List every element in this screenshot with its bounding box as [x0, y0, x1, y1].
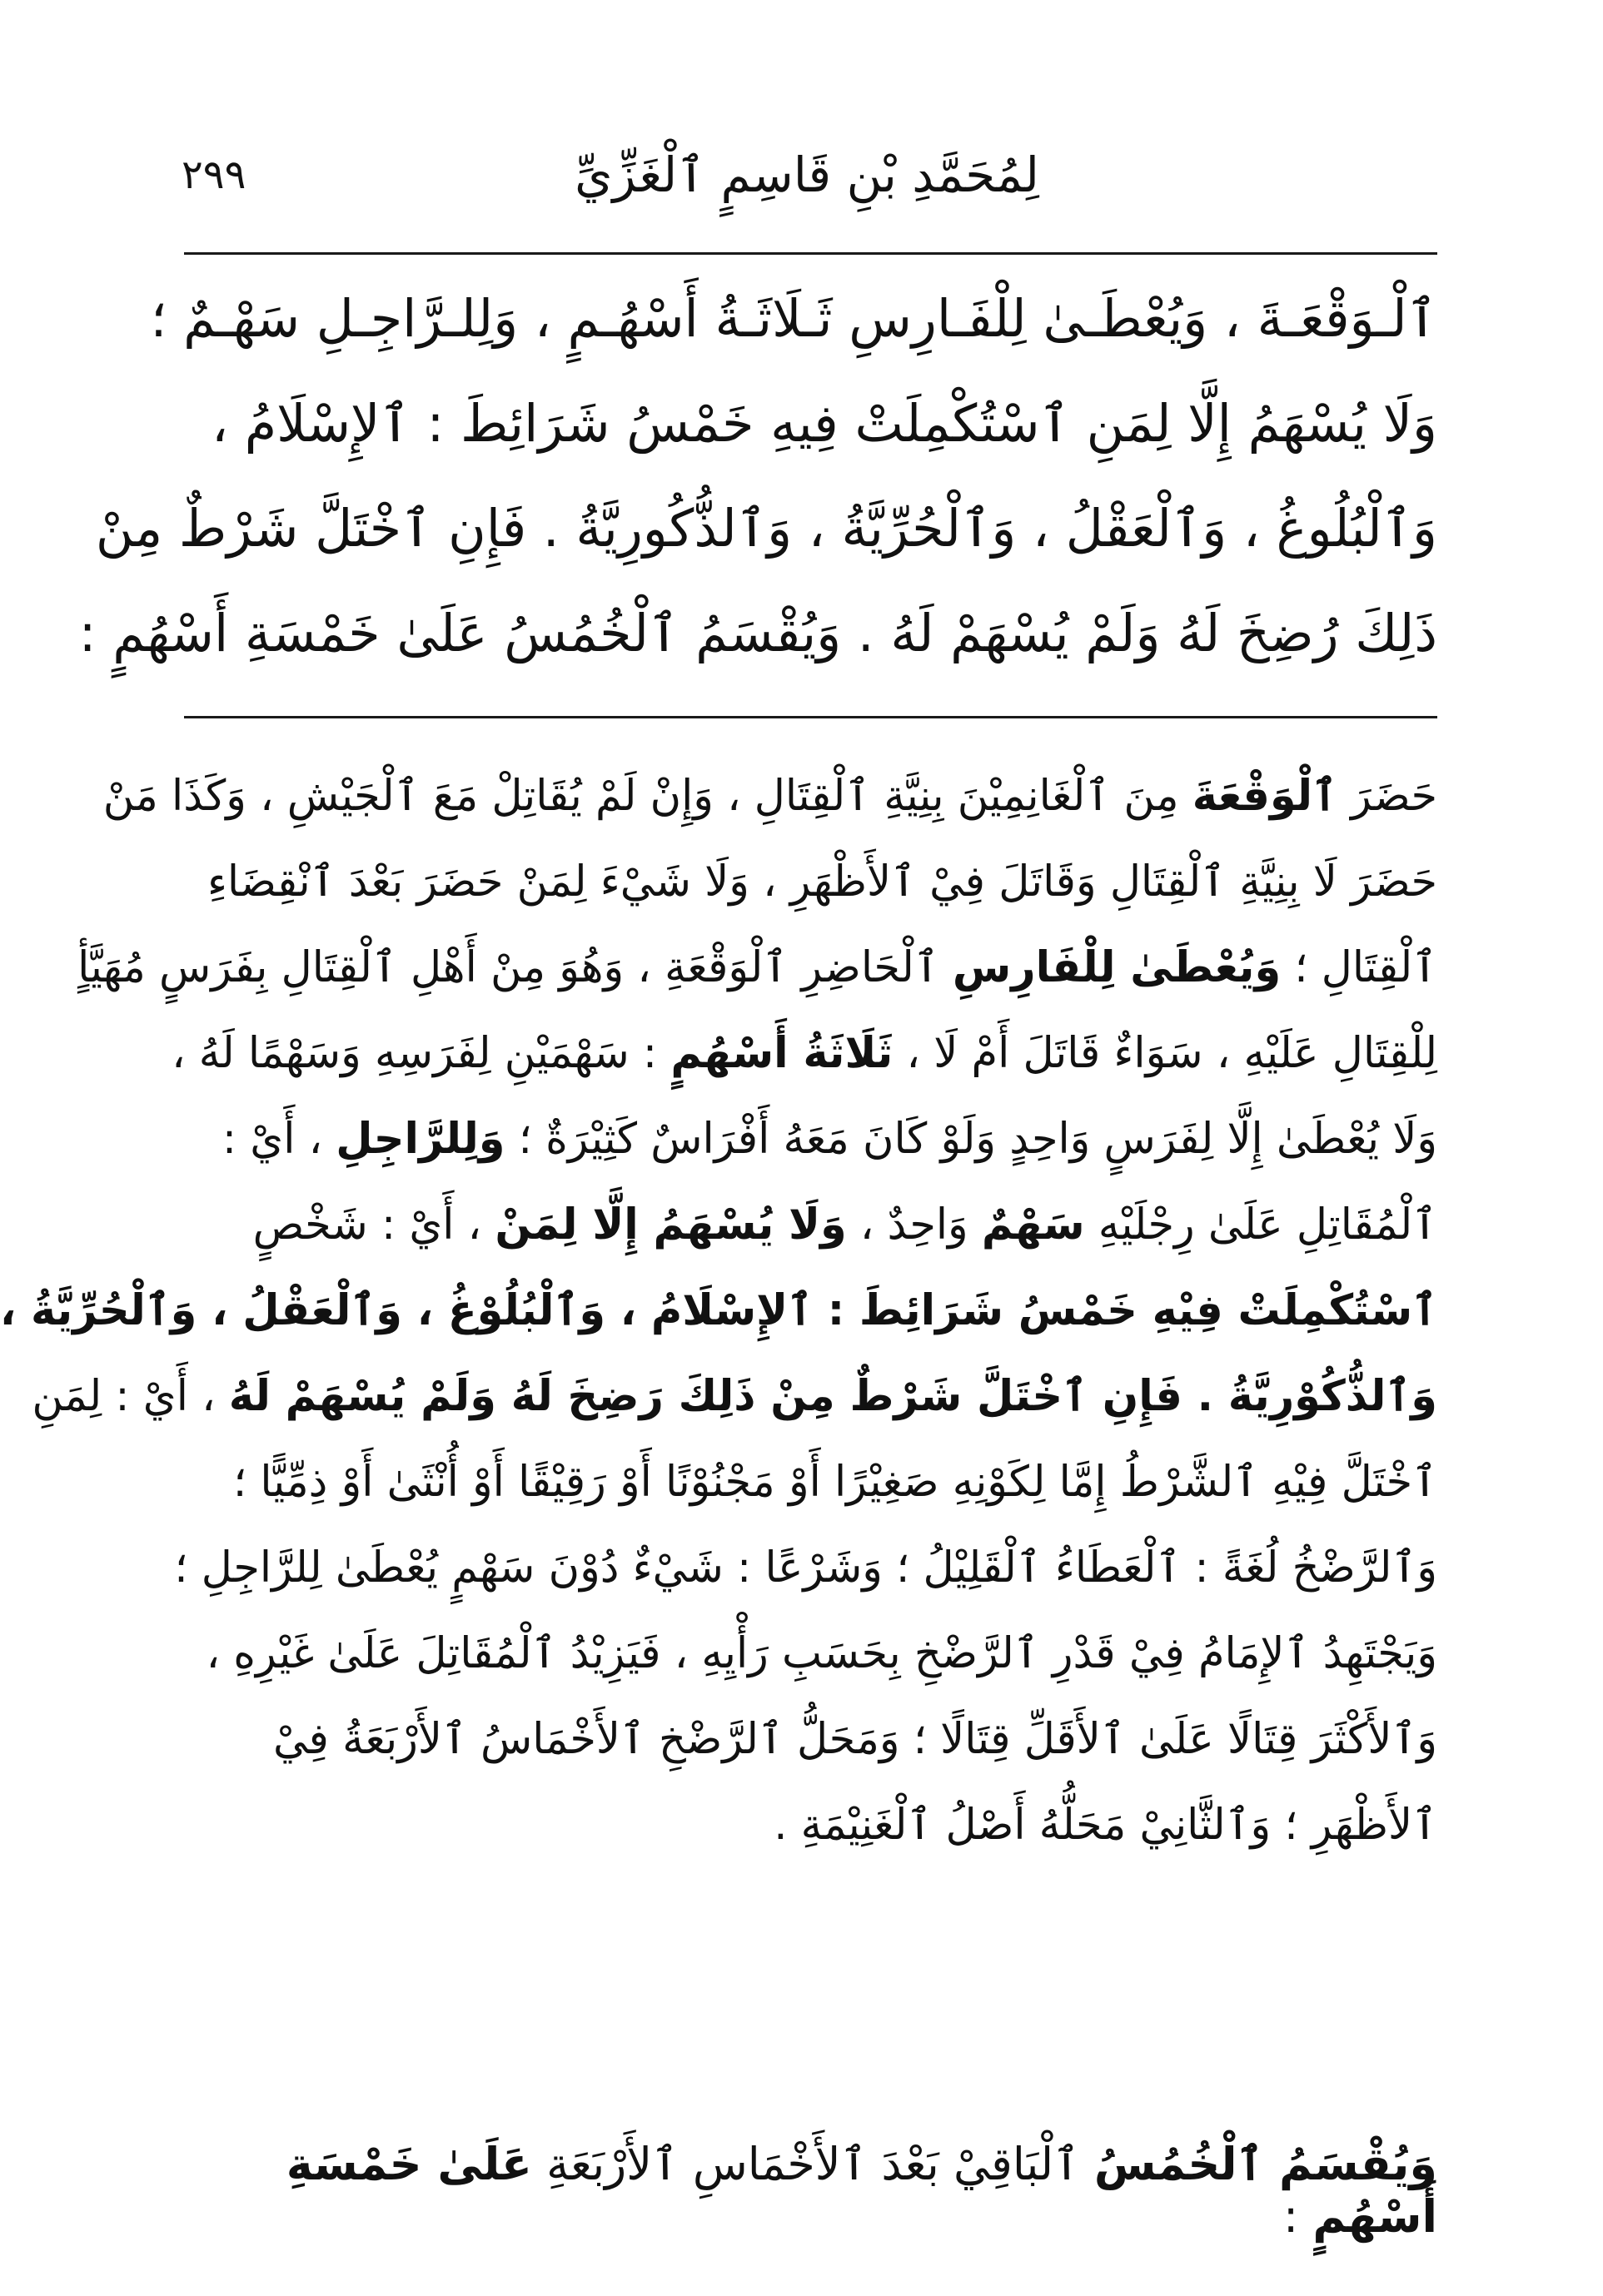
matn-sharh-divider [184, 716, 1437, 718]
matn-quote-bold: وَيُقْسَمُ ٱلْخُمُسُ [1093, 2138, 1437, 2190]
commentary-text: ، أَيْ : لِمَنِ [32, 1372, 229, 1421]
sharh-commentary [0, 753, 1437, 1868]
matn-quote-bold: وَٱلذُّكُوْرِيَّةُ . فَإِنِ ٱخْتَلَّ شَرْطٌ مِنْ ذَلِكَ رَضِخَ لَهُ وَلَمْ يُسْهَمْ لَهُ [228, 1372, 1437, 1421]
sharh-line [0, 1268, 1437, 1354]
matn-quote-bold: ثَلَاثَةُ أَسْهُمٍ [670, 1029, 894, 1078]
matn-text [78, 266, 1437, 686]
page-number: ٢٩٩ [182, 152, 246, 198]
matn-quote-bold: سَهْمٌ [981, 1200, 1085, 1250]
sharh-line [174, 1525, 1437, 1611]
sharh-line [77, 925, 1437, 1011]
sharh-line [184, 1611, 1437, 1697]
matn-line: ذَلِكَ رُضِخَ لَهُ وَلَمْ يُسْهَمْ لَهُ . وَيُقْسَمُ ٱلْخُمُسُ عَلَىٰ خَمْسَةِ أَسْهُمٍ : [78, 603, 1437, 663]
sharh-line [172, 1011, 1437, 1096]
matn-line: وَٱلْبُلُوغُ ، وَٱلْعَقْلُ ، وَٱلْحُرِّيَّةُ ، وَٱلذُّكُورِيَّةُ . فَإِنِ ٱخْتَلَّ شَرْطٌ مِنْ [95, 498, 1437, 559]
commentary-text: ، أَيْ : شَخْصٍ [252, 1200, 495, 1250]
commentary-text: ٱلْحَاضِرِ ٱلْوَقْعَةِ ، وَهُوَ مِنْ أَهْلِ ٱلْقِتَالِ بِفَرَسٍ مُهَيَّأٍ [77, 943, 953, 992]
sharh-line [184, 1697, 1437, 1782]
commentary-text: وَلَا يُعْطَىٰ إِلَّا لِفَرَسٍ وَاحِدٍ وَلَوْ كَانَ مَعَهُ أَفْرَاسٌ كَثِيْرَةٌ ؛ [505, 1115, 1437, 1164]
commentary-text: ٱلأَظْهَرِ ؛ وَٱلثَّانِيْ مَحَلُّهُ أَصْلُ ٱلْغَنِيْمَةِ . [774, 1801, 1437, 1850]
sharh-line [184, 1782, 1437, 1868]
sharh-line [184, 1096, 1437, 1182]
matn-quote-bold: ٱلْوَقْعَةَ [1192, 772, 1337, 821]
commentary-text: حَضَرَ لَا بِنِيَّةِ ٱلْقِتَالِ وَقَاتَلَ فِيْ ٱلأَظْهَرِ ، وَلَا شَيْءَ لِمَنْ حَضَرَ بَعْدَ ٱنْقِضَاءِ [207, 857, 1437, 907]
matn-quote-bold: وَلِلرَّاجِلِ [336, 1115, 505, 1164]
header-rule [184, 252, 1437, 255]
commentary-text: : سَهْمَيْنِ لِفَرَسِهِ وَسَهْمًا لَهُ ، [172, 1029, 671, 1078]
sharh-line [184, 839, 1437, 925]
matn-quote-bold: ٱسْتُكْمِلَتْ فِيْهِ خَمْسُ شَرَائِطَ : ٱلإِسْلَامُ ، وَٱلْبُلُوْغُ ، وَٱلْعَقْلُ ، وَٱلْحُرِّيَّةُ ، [0, 1286, 1437, 1335]
matn-quote-bold: وَيُعْطَىٰ لِلْفَارِسِ [952, 943, 1282, 992]
sharh-line [102, 753, 1437, 839]
matn-quote-bold: وَلَا يُسْهَمُ إِلَّا لِمَنْ [495, 1200, 847, 1250]
sharh-line [184, 1439, 1437, 1525]
commentary-text: ٱلْبَاقِيْ بَعْدَ ٱلأَخْمَاسِ ٱلأَرْبَعَةِ [531, 2138, 1094, 2190]
commentary-text: وَٱلرَّضْخُ لُغَةً : ٱلْعَطَاءُ ٱلْقَلِيْلُ ؛ وَشَرْعًا : شَيْءٌ دُوْنَ سَهْمٍ يُعْطَىٰ لِلرَّاجِلِ ؛ [174, 1543, 1437, 1593]
commentary-text: وَاحِدٌ ، [846, 1200, 982, 1250]
matn-quote-bold: عَلَىٰ خَمْسَةِ أَسْهُمٍ [286, 2138, 1437, 2243]
sharh-line [184, 1182, 1437, 1268]
matn-line: ٱلْـوَقْعَـةَ ، وَيُعْطَـىٰ لِلْفَـارِسِ ثَـلَاثَـةُ أَسْهُـمٍ ، وَلِلـرَّاجِـلِ سَهْـمٌ ؛ [150, 288, 1437, 349]
commentary-text: وَٱلأَكْثَرَ قِتَالًا عَلَىٰ ٱلأَقَلِّ قِتَالًا ؛ وَمَحَلُّ ٱلرَّضْخِ ٱلأَخْمَاسُ ٱلأَرْبَعَةُ فِيْ [273, 1715, 1437, 1764]
commentary-text: لِلْقِتَالِ عَلَيْهِ ، سَوَاءٌ قَاتَلَ أَمْ لَا ، [893, 1029, 1437, 1078]
commentary-text: حَضَرَ [1337, 772, 1437, 821]
sharh-line [32, 1354, 1437, 1439]
commentary-text: ، أَيْ : [222, 1115, 336, 1164]
matn-line: وَلَا يُسْهَمُ إِلَّا لِمَنِ ٱسْتُكْمِلَتْ فِيهِ خَمْسُ شَرَائِطَ : ٱلإِسْلَامُ ، [212, 393, 1437, 454]
closing-matn-line [184, 2138, 1437, 2243]
commentary-text: ٱلْقِتَالِ ؛ [1281, 943, 1437, 992]
commentary-text: مِنَ ٱلْغَانِمِيْنَ بِنِيَّةِ ٱلْقِتَالِ ، وَإِنْ لَمْ يُقَاتِلْ مَعَ ٱلْجَيْشِ ، وَكَذَا مَنْ [102, 772, 1192, 821]
commentary-text: ٱخْتَلَّ فِيْهِ ٱلشَّرْطُ إِمَّا لِكَوْنِهِ صَغِيْرًا أَوْ مَجْنُوْنًا أَوْ رَقِيْقًا أَوْ أُنْثَىٰ أَوْ ذِمِّيًّا ؛ [232, 1458, 1437, 1507]
commentary-text: ٱلْمُقَاتِلِ عَلَىٰ رِجْلَيْهِ [1084, 1200, 1437, 1250]
running-head-author: لِمُحَمَّدِ بْنِ قَاسِمٍ ٱلْغَزِّيِّ [575, 147, 1039, 203]
commentary-text: : [1283, 2190, 1313, 2243]
commentary-text: وَيَجْتَهِدُ ٱلإِمَامُ فِيْ قَدْرِ ٱلرَّضْخِ بِحَسَبِ رَأْيِهِ ، فَيَزِيْدُ ٱلْمُقَاتِلَ عَلَىٰ غَيْرِهِ ، [206, 1629, 1437, 1678]
